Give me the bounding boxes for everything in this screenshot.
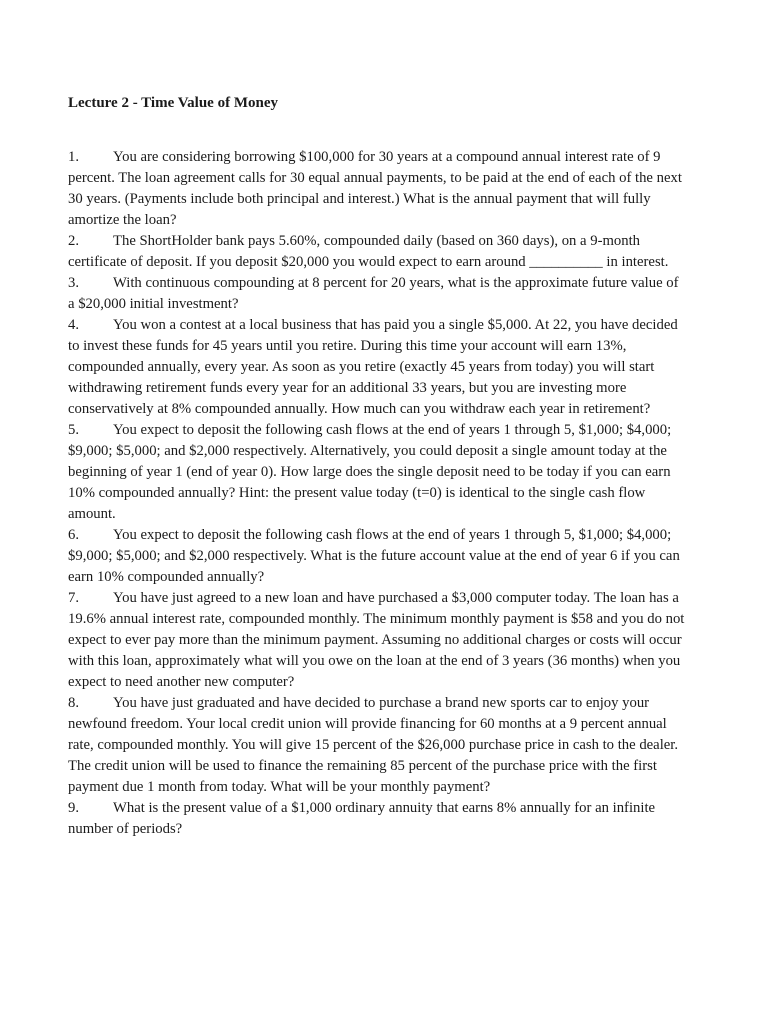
- question-number: 3.: [68, 275, 80, 291]
- question-text: You expect to deposit the following cash flows at the end of years 1 through 5, $1,000; $4,000; $9,000; $5,000; and $2,000 respectively. Alternatively, you could deposit a single amount today at the beginning of year 1 (end of year 0). How large does the single deposit need to be today if you can earn 10% compounded annually? Hint: the present value today (t=0) is identical to the single cash flow amount.: [68, 422, 672, 522]
- question-number: 4.: [68, 317, 80, 333]
- question-item: [68, 420, 685, 525]
- question-number: 7.: [68, 590, 80, 606]
- question-item: [68, 798, 685, 840]
- question-item: [68, 693, 685, 798]
- question-number: 9.: [68, 800, 80, 816]
- question-item: [68, 147, 685, 231]
- question-text: You expect to deposit the following cash flows at the end of years 1 through 5, $1,000; $4,000; $9,000; $5,000; and $2,000 respectively. What is the future account value at the end of year 6 if you can earn 10% compounded annually?: [68, 527, 680, 585]
- question-text: You won a contest at a local business that has paid you a single $5,000. At 22, you have decided to invest these funds for 45 years until you retire. During this time your account will earn 13%, compounded annually, every year. As soon as you retire (exactly 45 years from today) you will start withdrawing retirement funds every year for an additional 33 years, but you are investing more conservatively at 8% compounded annually. How much can you withdraw each year in retirement?: [68, 317, 678, 417]
- question-number: 2.: [68, 233, 80, 249]
- question-number: 6.: [68, 527, 80, 543]
- question-text: You have just agreed to a new loan and have purchased a $3,000 computer today. The loan has a 19.6% annual interest rate, compounded monthly. The minimum monthly payment is $58 and you do not expect to ever pay more than the minimum payment. Assuming no additional charges or costs will occur with this loan, approximately what will you owe on the loan at the end of 3 years (36 months) when you expect to need another new computer?: [68, 590, 685, 690]
- question-number: 8.: [68, 695, 80, 711]
- question-text: With continuous compounding at 8 percent for 20 years, what is the approximate future value of a $20,000 initial investment?: [68, 275, 679, 312]
- question-item: [68, 588, 685, 693]
- question-item: [68, 315, 685, 420]
- question-text: You are considering borrowing $100,000 for 30 years at a compound annual interest rate of 9 percent. The loan agreement calls for 30 equal annual payments, to be paid at the end of each of the next 30 years. (Payments include both principal and interest.) What is the annual payment that will fully amortize the loan?: [68, 149, 682, 228]
- question-item: [68, 231, 685, 273]
- question-number: 1.: [68, 149, 80, 165]
- question-number: 5.: [68, 422, 80, 438]
- question-item: [68, 273, 685, 315]
- question-text: What is the present value of a $1,000 ordinary annuity that earns 8% annually for an infinite number of periods?: [68, 800, 656, 837]
- question-list: [68, 147, 685, 840]
- question-text: You have just graduated and have decided to purchase a brand new sports car to enjoy your newfound freedom. Your local credit union will provide financing for 60 months at a 9 percent annual rate, compounded monthly. You will give 15 percent of the $26,000 purchase price in cash to the dealer. The credit union will be used to finance the remaining 85 percent of the purchase price with the first payment due 1 month from today. What will be your monthly payment?: [68, 695, 679, 795]
- question-text: The ShortHolder bank pays 5.60%, compounded daily (based on 360 days), on a 9-month certificate of deposit. If you deposit $20,000 you would expect to earn around __________ in interest.: [68, 233, 669, 270]
- question-item: [68, 525, 685, 588]
- page-title: Lecture 2 - Time Value of Money: [68, 95, 278, 111]
